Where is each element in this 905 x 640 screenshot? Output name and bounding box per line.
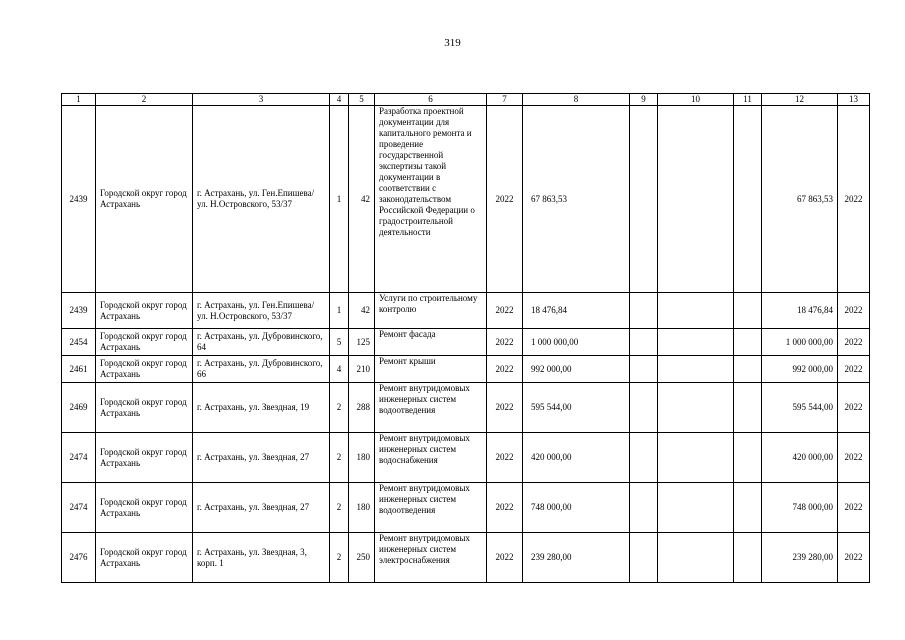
column-header: 5 — [349, 94, 375, 106]
column-header: 11 — [734, 94, 762, 106]
row-number-cell: 2476 — [62, 533, 96, 583]
work-type-cell: Ремонт внутридомовых инженерных систем водоснабжения — [375, 433, 487, 483]
column-header: 3 — [193, 94, 330, 106]
table-row — [62, 106, 870, 293]
table-row — [62, 433, 870, 483]
column-header: 9 — [630, 94, 658, 106]
address-cell: г. Астрахань, ул. Ген.Епишева/ ул. Н.Островского, 53/37 — [193, 293, 330, 329]
col11-cell — [734, 483, 762, 533]
col13-year-cell: 2022 — [838, 106, 870, 293]
work-type-cell: Ремонт внутридомовых инженерных систем водоотведения — [375, 383, 487, 433]
col9-cell — [630, 356, 658, 383]
col5-cell: 42 — [349, 293, 375, 329]
table-row — [62, 483, 870, 533]
col12-cost-cell: 1 000 000,00 — [762, 329, 838, 356]
work-type-cell: Ремонт внутридомовых инженерных систем электроснабжения — [375, 533, 487, 583]
row-number-cell: 2474 — [62, 433, 96, 483]
work-type-cell: Ремонт фасада — [375, 329, 487, 356]
district-cell: Городской округ город Астрахань — [96, 433, 193, 483]
page-number: 319 — [444, 37, 461, 49]
col4-cell: 4 — [330, 356, 349, 383]
col9-cell — [630, 533, 658, 583]
col4-cell: 1 — [330, 293, 349, 329]
address-cell: г. Астрахань, ул. Звездная, 27 — [193, 433, 330, 483]
col9-cell — [630, 106, 658, 293]
row-number-cell: 2439 — [62, 106, 96, 293]
col10-cell — [658, 383, 734, 433]
work-type-cell: Услуги по строительному контролю — [375, 293, 487, 329]
col12-cost-cell: 18 476,84 — [762, 293, 838, 329]
column-header: 8 — [523, 94, 630, 106]
col5-cell: 125 — [349, 329, 375, 356]
total-cost-cell: 1 000 000,00 — [523, 329, 630, 356]
col5-cell: 42 — [349, 106, 375, 293]
col13-year-cell: 2022 — [838, 533, 870, 583]
col13-year-cell: 2022 — [838, 293, 870, 329]
address-cell: г. Астрахань, ул. Звездная, 27 — [193, 483, 330, 533]
col5-cell: 250 — [349, 533, 375, 583]
col9-cell — [630, 433, 658, 483]
district-cell: Городской округ город Астрахань — [96, 329, 193, 356]
column-header: 2 — [96, 94, 193, 106]
year-cell: 2022 — [487, 106, 523, 293]
year-cell: 2022 — [487, 383, 523, 433]
address-cell: г. Астрахань, ул. Дубровинского, 64 — [193, 329, 330, 356]
column-header: 10 — [658, 94, 734, 106]
col9-cell — [630, 293, 658, 329]
total-cost-cell: 67 863,53 — [523, 106, 630, 293]
district-cell: Городской округ город Астрахань — [96, 356, 193, 383]
col12-cost-cell: 67 863,53 — [762, 106, 838, 293]
col12-cost-cell: 420 000,00 — [762, 433, 838, 483]
col5-cell: 288 — [349, 383, 375, 433]
col11-cell — [734, 106, 762, 293]
col10-cell — [658, 106, 734, 293]
col10-cell — [658, 329, 734, 356]
address-cell: г. Астрахань, ул. Дубровинского, 66 — [193, 356, 330, 383]
col10-cell — [658, 533, 734, 583]
column-header: 12 — [762, 94, 838, 106]
table-row — [62, 533, 870, 583]
col13-year-cell: 2022 — [838, 433, 870, 483]
total-cost-cell: 748 000,00 — [523, 483, 630, 533]
col9-cell — [630, 383, 658, 433]
col5-cell: 180 — [349, 483, 375, 533]
year-cell: 2022 — [487, 433, 523, 483]
column-header: 6 — [375, 94, 487, 106]
address-cell: г. Астрахань, ул. Звездная, 3, корп. 1 — [193, 533, 330, 583]
col9-cell — [630, 329, 658, 356]
address-cell: г. Астрахань, ул. Звездная, 19 — [193, 383, 330, 433]
work-type-cell: Ремонт крыши — [375, 356, 487, 383]
col11-cell — [734, 356, 762, 383]
column-header: 1 — [62, 94, 96, 106]
year-cell: 2022 — [487, 356, 523, 383]
col5-cell: 180 — [349, 433, 375, 483]
work-type-cell: Разработка проектной документации для капитального ремонта и проведение государственной экспертизы такой документации в соответствии с законодательством Российской Федерации о градостроительной деятельности — [375, 106, 487, 293]
total-cost-cell: 420 000,00 — [523, 433, 630, 483]
work-type-cell: Ремонт внутридомовых инженерных систем водоотведения — [375, 483, 487, 533]
col4-cell: 2 — [330, 433, 349, 483]
col12-cost-cell: 239 280,00 — [762, 533, 838, 583]
district-cell: Городской округ город Астрахань — [96, 483, 193, 533]
col5-cell: 210 — [349, 356, 375, 383]
year-cell: 2022 — [487, 329, 523, 356]
col11-cell — [734, 383, 762, 433]
works-table — [61, 93, 870, 583]
col4-cell: 2 — [330, 533, 349, 583]
col13-year-cell: 2022 — [838, 483, 870, 533]
col11-cell — [734, 433, 762, 483]
col10-cell — [658, 356, 734, 383]
table-row — [62, 329, 870, 356]
col13-year-cell: 2022 — [838, 329, 870, 356]
col11-cell — [734, 293, 762, 329]
year-cell: 2022 — [487, 483, 523, 533]
col11-cell — [734, 533, 762, 583]
row-number-cell: 2454 — [62, 329, 96, 356]
col4-cell: 5 — [330, 329, 349, 356]
year-cell: 2022 — [487, 533, 523, 583]
col13-year-cell: 2022 — [838, 356, 870, 383]
col12-cost-cell: 595 544,00 — [762, 383, 838, 433]
column-number-row — [62, 94, 870, 106]
col12-cost-cell: 992 000,00 — [762, 356, 838, 383]
district-cell: Городской округ город Астрахань — [96, 383, 193, 433]
row-number-cell: 2439 — [62, 293, 96, 329]
total-cost-cell: 992 000,00 — [523, 356, 630, 383]
row-number-cell: 2474 — [62, 483, 96, 533]
col9-cell — [630, 483, 658, 533]
row-number-cell: 2461 — [62, 356, 96, 383]
district-cell: Городской округ город Астрахань — [96, 533, 193, 583]
col10-cell — [658, 293, 734, 329]
total-cost-cell: 595 544,00 — [523, 383, 630, 433]
col4-cell: 1 — [330, 106, 349, 293]
year-cell: 2022 — [487, 293, 523, 329]
table-row — [62, 293, 870, 329]
total-cost-cell: 18 476,84 — [523, 293, 630, 329]
column-header: 4 — [330, 94, 349, 106]
col10-cell — [658, 483, 734, 533]
column-header: 7 — [487, 94, 523, 106]
col10-cell — [658, 433, 734, 483]
table-row — [62, 356, 870, 383]
column-header: 13 — [838, 94, 870, 106]
district-cell: Городской округ город Астрахань — [96, 293, 193, 329]
district-cell: Городской округ город Астрахань — [96, 106, 193, 293]
col4-cell: 2 — [330, 383, 349, 433]
row-number-cell: 2469 — [62, 383, 96, 433]
col12-cost-cell: 748 000,00 — [762, 483, 838, 533]
table-row — [62, 383, 870, 433]
total-cost-cell: 239 280,00 — [523, 533, 630, 583]
col4-cell: 2 — [330, 483, 349, 533]
col13-year-cell: 2022 — [838, 383, 870, 433]
col11-cell — [734, 329, 762, 356]
address-cell: г. Астрахань, ул. Ген.Епишева/ ул. Н.Островского, 53/37 — [193, 106, 330, 293]
